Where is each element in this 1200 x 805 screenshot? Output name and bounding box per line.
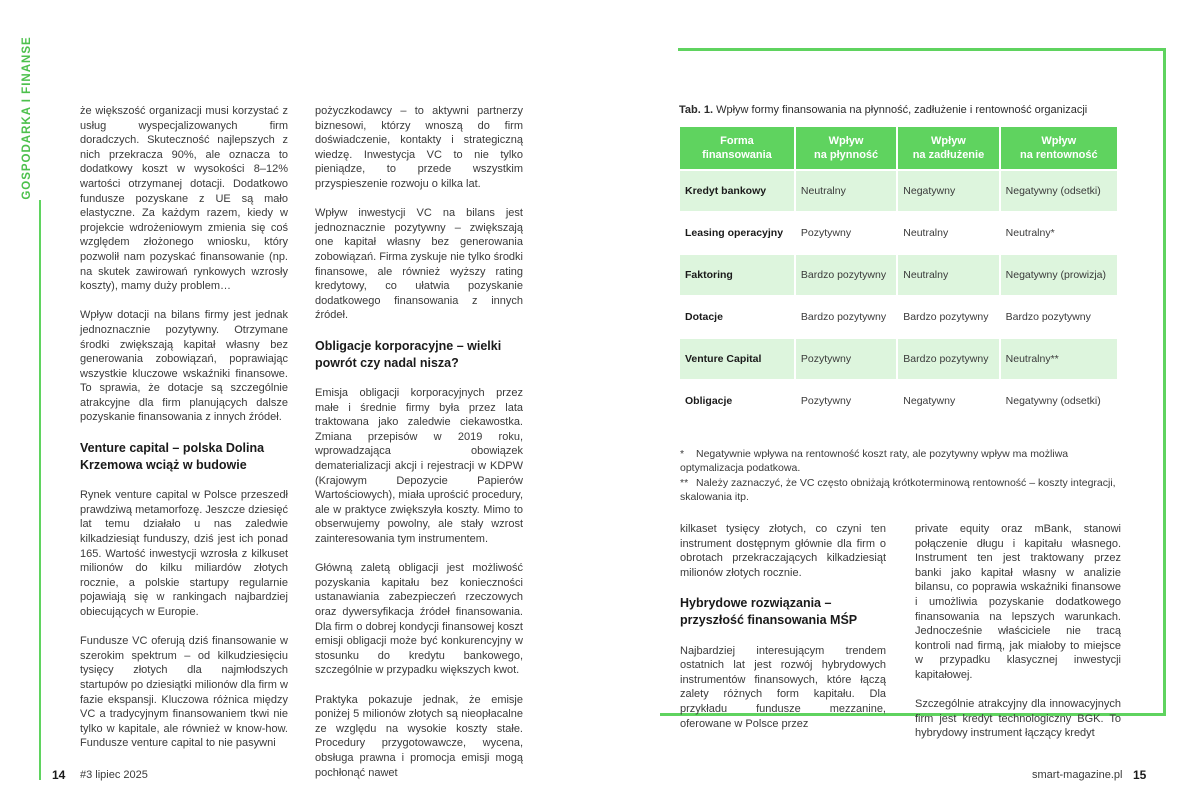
table-cell: Bardzo pozytywny — [800, 310, 887, 323]
table-row-label: Dotacje — [685, 310, 723, 323]
footnote-text: Negatywnie wpływa na rentowność koszt raty, ale pozytywny wpływ ma możliwa optymalizacja podatkowa. — [680, 448, 1069, 474]
table-row-label: Faktoring — [680, 255, 794, 295]
paragraph: Rynek venture capital w Polsce przeszedł prawdziwą metamorfozę. Jeszcze dziesięć lat temu działało u nas zaledwie kilkadziesiąt funduszy, dziś jest ich ponad 165. Wartość inwestycji wzrosła z kilkuset milionów do kilku miliardów złotych rocznie, a polskie startupy regularnie pojawiają się w rankingach najbardziej obiecujących w Europie. — [80, 489, 288, 618]
table-header-cell: Wpływ na rentowność — [1001, 127, 1117, 169]
paragraph: private equity oraz mBank, stanowi połączenie długu i kapitału własnego. Instrument ten jest traktowany przez banki jako kapitał własny w analizie bilansu, co poprawia wskaźniki finansowe i umożliwia pozyskanie dodatkowego finansowania na lepszych warunkach. Jednocześnie właściciele nie tracą kontroli nad firmą, jak miałoby to miejsce w przypadku klasycznej inwestycji kapitałowej. — [915, 523, 1121, 681]
article-column-3 — [680, 522, 886, 731]
paragraph: kilkaset tysięcy złotych, co czyni ten instrument dostępnym głównie dla firm o obrotach przekraczających kilkadziesiąt milionów złotych rocznie. — [680, 523, 886, 579]
table-caption-label: Tab. 1. — [679, 104, 714, 116]
table-cell: Bardzo pozytywny — [898, 339, 998, 379]
table-header-cell: Wpływ na płynność — [796, 127, 896, 169]
section-divider-line — [39, 200, 41, 780]
table-row-label: Kredyt bankowy — [680, 171, 794, 211]
paragraph: Najbardziej interesującym trendem ostatnich lat jest rozwój hybrydowych instrumentów finansowych, które łączą zalety różnych form kapitału. Dla przykładu fundusze mezzanine, oferowane w Polsce przez — [680, 644, 886, 730]
table-cell: Neutralny — [903, 226, 949, 239]
footnote-mark: * — [680, 448, 685, 460]
table-cell: Negatywny — [903, 394, 956, 407]
article-column-1 — [80, 104, 288, 751]
frame-top-line — [678, 48, 1166, 51]
paragraph: Wpływ dotacji na bilans firmy jest jednak jednoznacznie pozytywny. Otrzymane środki zwiększają kapitał własny bez generowania zobowiązań, poprawiając wszystkie kluczowe wskaźniki finansowe. To sprawia, że dotacje są szczególnie atrakcyjne dla firm planujących dalsze pozyskanie finansowania z innych źródeł. — [80, 309, 288, 424]
paragraph: że większość organizacji musi korzystać z usług wyspecjalizowanych firm doradczych. Skuteczność najlepszych z nich przekracza 90%, ale oznacza to dodatkowy koszt w wysokości 8–12% wartości otrzymanej dotacji. Dodatkowo fundusze pozyskane z UE są mało elastyczne. Za każdym razem, kiedy w projekcie wdrożeniowym zmienia się coś względem złożonego wniosku, który pozwolił nam pozyskać finansowanie (np. na skutek zawirowań rynkowych wzrosły koszty), mamy duży problem… — [80, 105, 288, 293]
paragraph: Emisja obligacji korporacyjnych przez małe i średnie firmy była przez lata traktowana jako zaledwie ciekawostka. Zmiana przepisów w 2019 roku, wprowadzająca obowiązek dematerializacji akcji i rejestracji w KDPW (Krajowym Depozycie Papierów Wartościowych), miała uprościć procedury, ale w praktyce zwiększyła koszty. Mimo to obserwujemy powolny, ale stały wzrost zainteresowania tym instrumentem. — [315, 387, 523, 546]
table-caption-text: Wpływ formy finansowania na płynność, zadłużenie i rentowność organizacji — [716, 104, 1088, 116]
table-row — [680, 339, 1117, 379]
table-row — [680, 381, 1117, 421]
table-row-label: Obligacje — [685, 394, 733, 407]
footnote — [680, 476, 1125, 504]
section-heading: Obligacje korporacyjne – wielki powrót czy nadal nisza? — [315, 338, 502, 370]
section-label-text: GOSPODARKA I FINANSE — [21, 36, 33, 200]
frame-right-line — [1163, 48, 1166, 716]
table-cell: Neutralny — [796, 171, 896, 211]
section-heading: Hybrydowe rozwiązania – przyszłość finansowania MŚP — [680, 595, 858, 627]
page-number-left: 14 — [52, 768, 66, 782]
paragraph: Szczególnie atrakcyjny dla innowacyjnych firm jest kredyt technologiczny BGK. To hybrydowy instrument łączący kredyt — [915, 698, 1121, 740]
page-number-right: 15 — [1133, 768, 1147, 782]
footnote-mark: ** — [680, 477, 689, 489]
paragraph: Wpływ inwestycji VC na bilans jest jednoznacznie pozytywny – zwiększają one kapitał własny bez generowania zobowiązań. Firma zyskuje nie tylko środki finansowe, ale również wyższy rating kredytowy, co ułatwia pozyskanie dodatkowego finansowania z innych źródeł. — [315, 207, 523, 322]
footnote-text: Należy zaznaczyć, że VC często obniżają krótkoterminową rentowność – koszty integracji, skalowania itp. — [680, 477, 1116, 503]
footnote — [680, 447, 1125, 475]
table-cell: Neutralny** — [1001, 339, 1117, 379]
table-header-row — [680, 127, 1117, 169]
table-row-label: Venture Capital — [680, 339, 794, 379]
article-column-4 — [915, 522, 1121, 741]
table-cell: Bardzo pozytywny — [796, 255, 896, 295]
table-cell: Pozytywny — [800, 394, 852, 407]
table-cell: Negatywny — [898, 171, 998, 211]
table-row — [680, 171, 1117, 211]
table-header-cell: Forma finansowania — [680, 127, 794, 169]
table-cell: Pozytywny — [796, 339, 896, 379]
table-row — [680, 213, 1117, 253]
table-row-label: Leasing operacyjny — [685, 226, 784, 239]
table-caption — [679, 104, 1087, 116]
paragraph: Fundusze VC oferują dziś finansowanie w szerokim spektrum – od kilkudziesięciu tysięcy złotych dla najmłodszych startupów po dziesiątki milionów dla firm w fazie ekspansji. Kluczowa różnica między VC a tradycyjnym finansowaniem tkwi nie tylko w kapitale, ale również w know-how. Fundusze venture capital to nie pasywni — [80, 635, 288, 750]
table-cell: Bardzo pozytywny — [903, 310, 989, 323]
financing-table — [678, 125, 1119, 423]
paragraph: pożyczkodawcy – to aktywni partnerzy biznesowi, którzy wnoszą do firm doświadczenie, kontakty i strategiczną wiedzę. Inwestycja VC to nie tylko pieniądze, to przede wszystkim przyspieszenie rozwoju o kilka lat. — [315, 105, 523, 190]
table-cell: Negatywny (odsetki) — [1005, 394, 1101, 407]
paragraph: Główną zaletą obligacji jest możliwość pozyskania kapitału bez konieczności ustanawiania zabezpieczeń rzeczowych oraz dywersyfikacja źródeł finansowania. Dla firm o dobrej kondycji finansowej koszt emisji obligacji może być konkurencyjny w stosunku do kredytu bankowego, szczególnie w przypadku większych kwot. — [315, 562, 523, 677]
table-row — [680, 255, 1117, 295]
table-header-cell: Wpływ na zadłużenie — [898, 127, 998, 169]
table-cell: Negatywny (odsetki) — [1001, 171, 1117, 211]
table-cell: Neutralny — [898, 255, 998, 295]
table-cell: Negatywny (prowizja) — [1001, 255, 1117, 295]
paragraph: Praktyka pokazuje jednak, że emisje poniżej 5 milionów złotych są nieopłacalne ze względu na wysokie koszty stałe. Procedury przygotowawcze, wycena, obsługa prawna i promocja emisji mogą pochłonąć nawet — [315, 693, 523, 779]
table-cell: Pozytywny — [800, 226, 852, 239]
issue-info: #3 lipiec 2025 — [80, 769, 148, 781]
article-column-2 — [315, 104, 523, 780]
section-heading: Venture capital – polska Dolina Krzemowa wciąż w budowie — [80, 440, 265, 472]
site-url: smart-magazine.pl — [1032, 769, 1123, 781]
table-cell: Bardzo pozytywny — [1005, 310, 1091, 323]
table-row — [680, 297, 1117, 337]
table-cell: Neutralny* — [1005, 226, 1055, 239]
